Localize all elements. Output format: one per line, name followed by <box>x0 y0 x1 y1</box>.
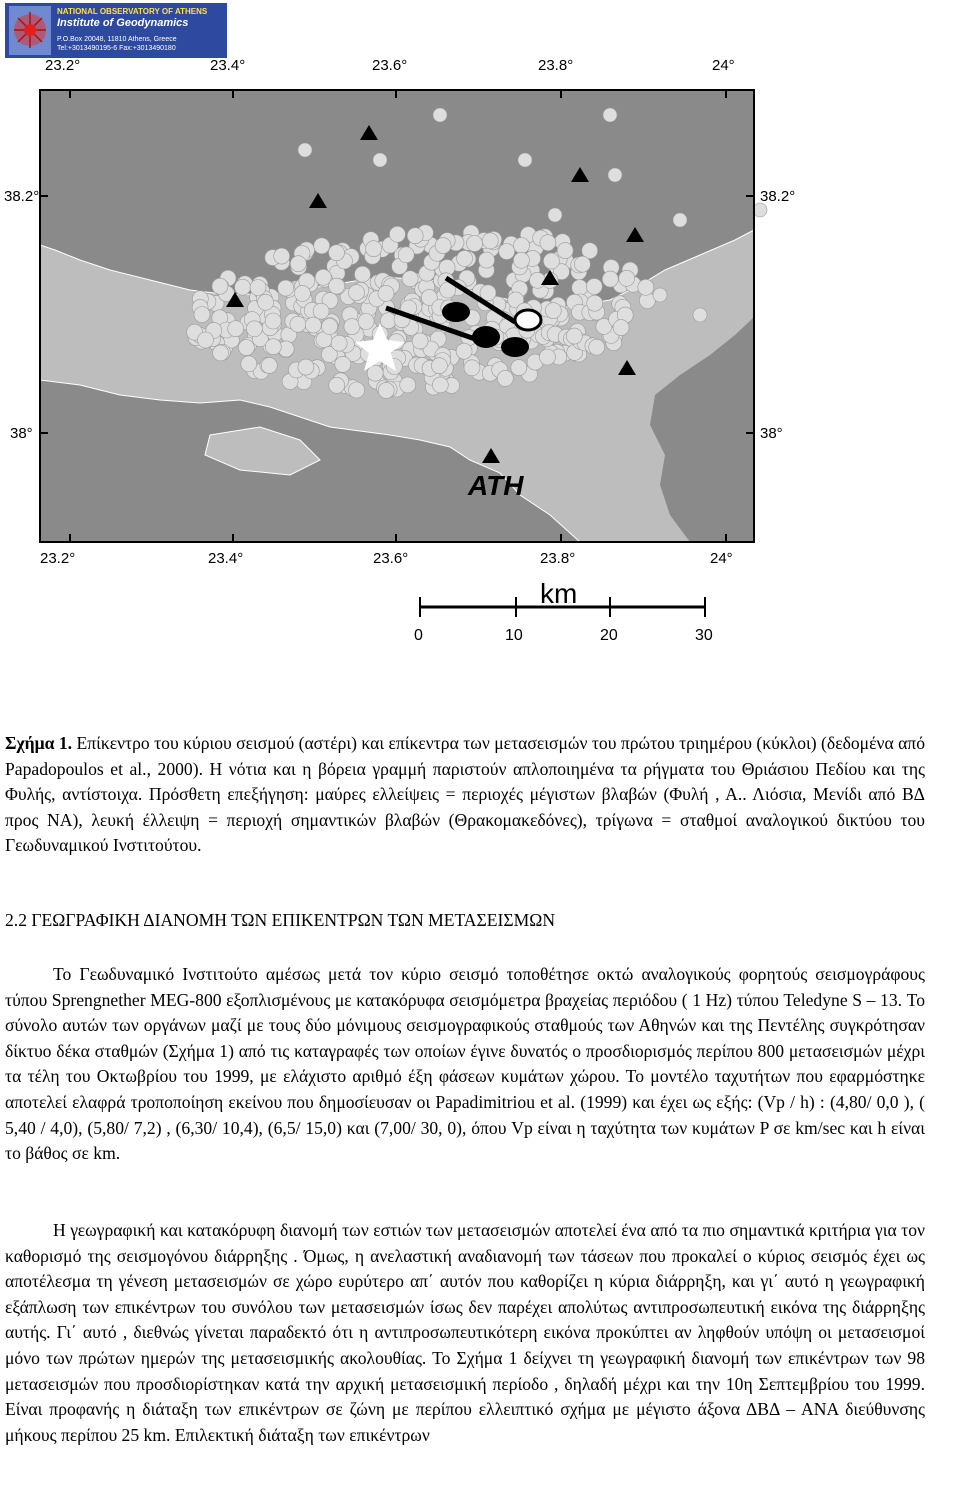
aftershock-circle <box>265 339 281 355</box>
aftershock-circle <box>572 280 588 296</box>
aftershock-circle <box>373 153 387 167</box>
aftershock-circle <box>290 316 306 332</box>
aftershock-circle <box>602 271 618 287</box>
aftershock-circle <box>497 370 513 386</box>
aftershock-circle <box>514 238 530 254</box>
aftershock-circle <box>250 280 266 296</box>
bottom-tick-23-2: 23.2° <box>40 550 76 567</box>
aftershock-circle <box>278 280 294 296</box>
bottom-tick-23-8: 23.8° <box>540 550 576 567</box>
aftershock-circle <box>344 319 360 335</box>
aftershock-circle <box>349 285 365 301</box>
left-tick-38: 38° <box>10 425 33 442</box>
aftershock-circle <box>431 358 447 374</box>
aftershock-circle <box>499 244 515 260</box>
section-heading: 2.2 ΓΕΩΓΡΑΦΙΚΗ ΔΙΑΝΟΜΗ ΤΩΝ ΕΠΙΚΕΝΤΡΩΝ ΤΩΝ ΜΕΤΑΣΕΙΣΜΩΝ <box>5 910 556 930</box>
aftershock-circle <box>608 168 622 182</box>
aftershock-circle <box>378 382 394 398</box>
aftershock-circle <box>433 108 447 122</box>
right-tick-38-2: 38.2° <box>760 188 796 205</box>
figure-caption <box>5 731 925 859</box>
aftershock-circle <box>329 245 345 261</box>
aftershock-circle <box>366 241 382 257</box>
top-tick-23-4: 23.4° <box>210 57 246 74</box>
aftershock-circle <box>511 360 527 376</box>
max-damage-ellipse-liosia <box>472 326 500 348</box>
aftershock-circle <box>513 252 529 268</box>
top-tick-23-6: 23.6° <box>372 57 408 74</box>
aftershock-circle <box>315 269 331 285</box>
aftershock-circle <box>557 243 573 259</box>
bottom-tick-23-4: 23.4° <box>208 550 244 567</box>
epicenter-map-figure <box>0 55 960 655</box>
aftershock-circle <box>586 278 602 294</box>
aftershock-circle <box>246 321 262 337</box>
ath-city-label: ATH <box>468 470 524 501</box>
aftershock-circle <box>412 333 428 349</box>
aftershock-circle <box>213 345 229 361</box>
aftershock-circle <box>322 319 338 335</box>
aftershock-circle <box>198 332 214 348</box>
aftershock-circle <box>329 278 345 294</box>
aftershock-circle <box>402 271 418 287</box>
institute-logo <box>5 3 227 58</box>
aftershock-circle <box>574 256 590 272</box>
aftershock-circle <box>331 335 347 351</box>
aftershock-circle <box>235 279 251 295</box>
map-sea-north <box>40 90 754 310</box>
bottom-tick-24: 24° <box>710 550 733 567</box>
aftershock-circle <box>673 213 687 227</box>
aftershock-circle <box>464 360 480 376</box>
aftershock-circle <box>638 279 654 295</box>
aftershock-circle <box>587 295 603 311</box>
aftershock-circle <box>539 349 555 365</box>
aftershock-circle <box>298 143 312 157</box>
aftershock-circle <box>479 252 495 268</box>
logo-line-1: NATIONAL OBSERVATORY OF ATHENS <box>57 7 208 16</box>
scale-title: km <box>540 578 578 609</box>
aftershock-circle <box>290 256 306 272</box>
aftershock-circle <box>589 339 605 355</box>
max-damage-ellipse-fyli <box>442 302 470 322</box>
aftershock-circle <box>400 377 416 393</box>
aftershock-circle <box>548 208 562 222</box>
left-tick-38-2: 38.2° <box>4 188 40 205</box>
aftershock-circle <box>274 248 290 264</box>
top-tick-24: 24° <box>712 57 735 74</box>
aftershock-circle <box>358 314 374 330</box>
aftershock-circle <box>389 226 405 242</box>
max-damage-ellipse-menidi <box>501 337 529 357</box>
aftershock-circle <box>367 365 383 381</box>
aftershock-circle <box>212 278 228 294</box>
aftershock-circle <box>653 288 667 302</box>
aftershock-circle <box>456 343 472 359</box>
aftershock-circle <box>241 356 257 372</box>
paragraph-1: Το Γεωδυναμικό Ινστιτούτο αμέσως μετά τον κύριο σεισμό τοποθέτησε οκτώ αναλογικούς φορητούς σεισμογράφους τύπου Sprengnether MEG-800 εξοπλισμένους με κατακόρυφα σεισμόμετρα βραχείας περιόδου ( 1 Hz) τύπου Teledyne S – 13. Το σύνολο αυτών των οργάνων μαζί με τους δύο μόνιμους σεισμογραφικούς σταθμούς των Αθηνών και της Πεντέλης συγκρότησαν δίκτυο δέκα σταθμών (Σχήμα 1) από τις καταγραφές των οποίων έγινε δυνατός ο προσδιορισμός περίπου 800 μετασεισμών μέχρι τα τέλη του Οκτωβρίου του 1999, με ελάχιστο αριθμό έξη φάσεων κυμάτων χώρου. Το μοντέλο ταχυτήτων που εφαρμόστηκε αποτελεί ελαφρά τροποποίηση εκείνου που δημοσίευσαν οι Papadimitriou et al. (1999) και έχει ως εξής: (Vp / h) : (4,80/ 0,0 ), ( 5,40 / 4,0), (5,80/ 7,2) , (6,30/ 10,4), (6,5/ 15,0) και (7,00/ 30, 0), όπου Vp είναι η ταχύτητα των κυμάτων P σε km/sec και h είναι το βάθος σε km. <box>5 964 925 1164</box>
aftershock-circle <box>518 153 532 167</box>
scale-tick-30: 30 <box>695 627 713 644</box>
aftershock-circle <box>432 377 448 393</box>
aftershock-circle <box>329 377 345 393</box>
aftershock-circle <box>238 340 254 356</box>
aftershock-circle <box>603 108 617 122</box>
aftershock-circle <box>314 238 330 254</box>
scale-tick-0: 0 <box>414 627 423 644</box>
caption-label: Σχήμα 1. <box>5 733 73 753</box>
aftershock-circle <box>294 285 310 301</box>
aftershock-circle <box>355 266 371 282</box>
aftershock-circle <box>753 203 767 217</box>
top-tick-23-8: 23.8° <box>538 57 574 74</box>
aftershock-circle <box>298 359 314 375</box>
aftershock-circle <box>482 233 498 249</box>
aftershock-circle <box>261 357 277 373</box>
scale-tick-20: 20 <box>600 627 618 644</box>
logo-line-3: P.O.Box 20048, 11810 Athens, Greece <box>57 36 177 43</box>
top-tick-23-2: 23.2° <box>45 57 81 74</box>
aftershock-circle <box>349 382 365 398</box>
bottom-tick-23-6: 23.6° <box>373 550 409 567</box>
aftershock-circle <box>543 253 559 269</box>
aftershock-circle <box>540 235 556 251</box>
aftershock-circle <box>693 308 707 322</box>
aftershock-circle <box>194 307 210 323</box>
aftershock-circle <box>228 321 244 337</box>
aftershock-circle <box>545 303 561 319</box>
aftershock-circle <box>566 328 582 344</box>
right-tick-38: 38° <box>760 425 783 442</box>
aftershock-circle <box>305 317 321 333</box>
aftershock-circle <box>335 356 351 372</box>
aftershock-circle <box>407 228 423 244</box>
aftershock-circle <box>457 250 473 266</box>
logo-emblem-icon <box>9 6 51 55</box>
aftershock-circle <box>265 313 281 329</box>
aftershock-circle <box>613 320 629 336</box>
scale-tick-10: 10 <box>505 627 523 644</box>
aftershock-circle <box>435 238 451 254</box>
aftershock-circle <box>313 303 329 319</box>
aftershock-circle <box>467 236 483 252</box>
logo-line-2: Institute of Geodynamics <box>57 17 189 29</box>
logo-line-4: Tel:+3013490195-6 Fax:+3013490180 <box>57 45 176 52</box>
aftershock-circle <box>378 285 394 301</box>
caption-text: Επίκεντρο του κύριου σεισμού (αστέρι) και επίκεντρα των μετασεισμών του πρώτου τριημέρου (κύκλοι) (δεδομένα από Papadopoulos et al., 2000). Η νότια και η βόρεια γραμμή παριστούν απλοποιημένα τα ρήγματα του Θριάσιου Πεδίου και της Φυλής, αντίστοιχα. Πρόσθετη επεξήγηση: μαύρες ελλείψεις = περιοχές μέγιστων βλαβών (Φυλή , Α.. Λιόσια, Μενίδι από ΒΔ προς ΝΑ), λευκή έλλειψη = περιοχή σημαντικών βλαβών (Θρακομακεδόνες), τρίγωνα = σταθμοί αναλογικού δικτύου του Γεωδυναμικού Ινστιτούτου. <box>5 733 925 856</box>
aftershock-circle <box>258 294 274 310</box>
aftershock-circle <box>619 270 635 286</box>
aftershock-circle <box>398 247 414 263</box>
paragraph-2: Η γεωγραφική και κατακόρυφη διανομή των εστιών των μετασεισμών αποτελεί ένα από τα πιο σημαντικά κριτήρια για τον καθορισμό της σεισμογόνου διάρρηξης . Όμως, η ανελαστική αναδιανομή των τάσεων που προκαλεί ο κύριος σεισμός έχει ως αποτέλεσμα τη γένεση μετασεισμών σε χώρο ευρύτερο απ΄ αυτόν που καθορίζει η κύρια διάρρηξη, και γι΄ αυτό η γεωγραφική εξάπλωση των επικέντρων του συνόλου των μετασεισμών ίσως δεν παρέχει απολύτως αντιπροσωπευτική εικόνα της διάρρηξης αυτής. Γι΄ αυτό , διεθνώς γίνεται παραδεκτό ότι η αντιπροσωπευτικότερη εικόνα προκύπτει αν ληφθούν υπόψη οι μετασεισμοί μόνο των πρώτων ημερών της μετασεισμικής ακολουθίας. Το Σχήμα 1 δείχνει τη γεωγραφική διανομή των επικέντρων των 98 μετασεισμών που προσδιορίστηκαν κατά την αρχική μετασεισμική περίοδο , δηλαδή μέχρι και την 10η Σεπτεμβρίου του 1999. Είναι προφανής η διάταξη των επικέντρων σε ζώνη με περίπου ελλειπτικό σχήμα με μέγιστο άξονα ΔΒΔ – ΑΝΑ διεύθυνσης μήκους περίπου 25 km. Επιλεκτική διάταξη των επικέντρων <box>5 1220 925 1445</box>
aftershock-circle <box>530 272 546 288</box>
significant-damage-ellipse <box>515 310 541 330</box>
epicenter-map <box>0 55 960 655</box>
